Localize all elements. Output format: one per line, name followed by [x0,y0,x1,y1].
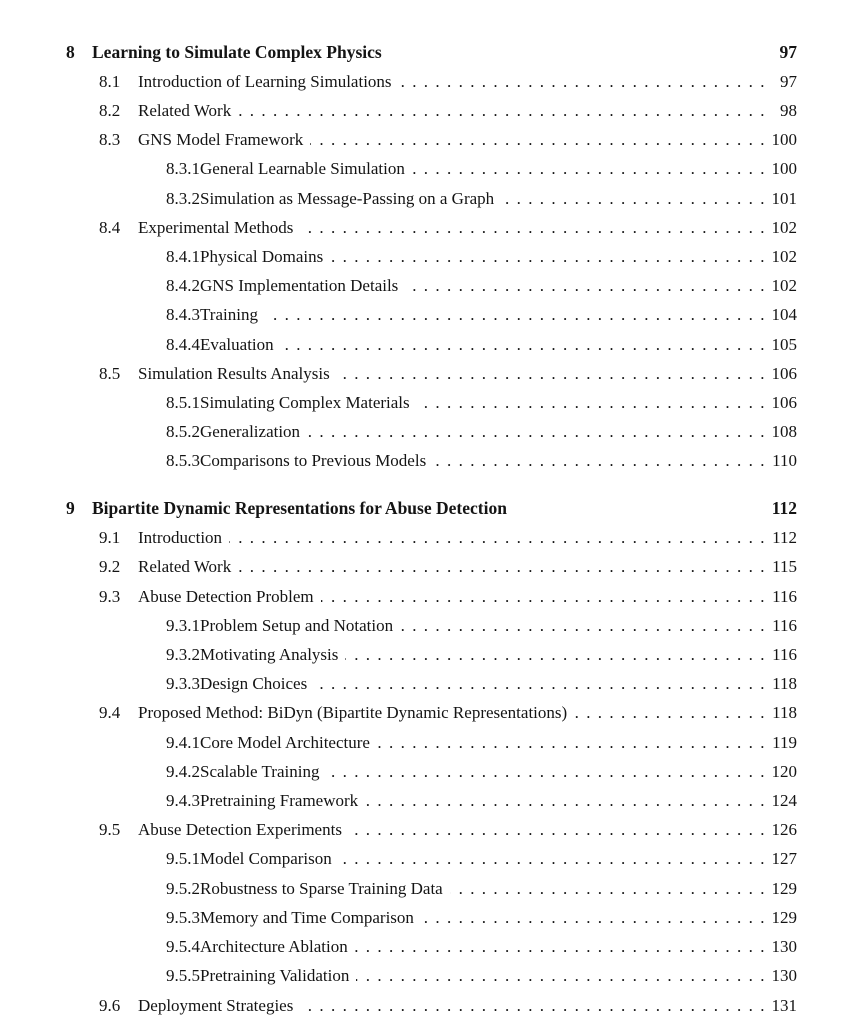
entry-title: Pretraining Framework [200,791,359,811]
entry-page: 124 [771,791,797,811]
entry-page: 116 [772,586,797,606]
entry-number: 9.5.1 [166,849,200,869]
dot-leader [400,611,766,640]
entry-page: 100 [771,130,797,150]
dot-leader [412,154,766,183]
toc-entry-8.5.1[interactable] [66,388,797,417]
dot-leader [321,582,766,611]
entry-page: 126 [771,820,797,840]
dot-leader [314,669,766,698]
entry-page: 120 [771,761,797,781]
entry-page: 112 [771,498,797,519]
dot-leader [330,242,766,271]
toc-entries [66,38,797,1020]
entry-title: Problem Setup and Notation [200,615,394,635]
entry-page: 106 [771,392,797,412]
toc-entry-9.5.2[interactable] [66,874,797,903]
entry-number: 8.4.4 [166,334,200,354]
entry-page: 105 [771,334,797,354]
toc-entry-8.3.1[interactable] [66,154,797,183]
dot-leader [365,786,766,815]
toc-entry-8.2[interactable] [66,96,797,125]
entry-number: 8.2 [99,100,121,120]
entry-page: 130 [771,937,797,957]
entry-page: 106 [771,363,797,383]
dot-leader [281,330,766,359]
toc-entry-8.4.3[interactable] [66,300,797,329]
entry-title: Core Model Architecture [200,732,370,752]
dot-leader [300,213,766,242]
toc-entry-9.2[interactable] [66,552,797,581]
toc-entry-8.4.4[interactable] [66,330,797,359]
entry-page: 131 [771,995,797,1015]
entry-page: 116 [772,645,797,665]
entry-page: 116 [772,615,797,635]
entry-title: Related Work [138,557,232,577]
entry-title: Deployment Strategies [138,995,294,1015]
entry-number: 8.4.2 [166,276,200,296]
toc-entry-9.3[interactable] [66,582,797,611]
entry-page: 130 [771,966,797,986]
dot-leader [238,96,766,125]
toc-entry-9.4.3[interactable] [66,786,797,815]
dot-leader [265,300,766,329]
dot-leader [345,640,766,669]
entry-number: 9.3.2 [166,645,200,665]
toc-entry-9.1[interactable] [66,523,797,552]
entry-page: 101 [771,188,797,208]
toc-entry-9.6[interactable] [66,991,797,1020]
dot-leader [229,523,766,552]
dot-leader [238,552,766,581]
dot-leader [421,903,766,932]
entry-number: 8.5.3 [166,451,200,471]
toc-entry-9.5[interactable] [66,815,797,844]
entry-number: 8.4.1 [166,246,200,266]
dot-leader [417,388,766,417]
entry-number: 9.1 [99,528,121,548]
entry-title: Model Comparison [200,849,332,869]
dot-leader [339,844,766,873]
entry-title: Generalization [200,422,301,442]
entry-number: 8 [66,41,75,62]
dot-leader [574,698,766,727]
entry-title: Architecture Ablation [200,937,348,957]
entry-page: 100 [771,159,797,179]
entry-page: 119 [772,732,797,752]
dot-leader [399,67,766,96]
entry-title: Introduction [138,528,223,548]
toc-entry-9.4[interactable] [66,698,797,727]
dot-leader [326,757,766,786]
entry-number: 8.5 [99,363,121,383]
entry-title: Memory and Time Comparison [200,907,414,927]
entry-number: 8.4.3 [166,305,200,325]
entry-number: 9.5.2 [166,878,200,898]
entry-title: Bipartite Dynamic Representations for Abuse Detection [92,498,507,519]
dot-leader [310,125,766,154]
dot-leader [433,446,766,475]
entry-page: 108 [771,422,797,442]
entry-title: Learning to Simulate Complex Physics [92,41,382,62]
entry-page: 118 [772,703,797,723]
toc-entry-8.5[interactable] [66,359,797,388]
entry-page: 127 [771,849,797,869]
toc-entry-9.3.1[interactable] [66,611,797,640]
entry-page: 102 [771,246,797,266]
dot-leader [356,961,766,990]
entry-number: 8.1 [99,71,121,91]
toc-entry-8.3.2[interactable] [66,184,797,213]
entry-number: 8.3.2 [166,188,200,208]
entry-title: Simulation as Message-Passing on a Graph [200,188,495,208]
toc-entry-8.5.2[interactable] [66,417,797,446]
entry-number: 9.6 [99,995,121,1015]
entry-title: Robustness to Sparse Training Data [200,878,443,898]
toc-entry-8.4[interactable] [66,213,797,242]
entry-number: 9.5 [99,820,121,840]
entry-number: 9.2 [99,557,121,577]
entry-title: Simulating Complex Materials [200,392,410,412]
dot-leader [377,728,766,757]
entry-title: Related Work [138,100,232,120]
entry-number: 9.4.1 [166,732,200,752]
toc-entry-8.5.3[interactable] [66,446,797,475]
toc-entry-9.4.1[interactable] [66,728,797,757]
entry-page: 129 [771,907,797,927]
entry-title: Experimental Methods [138,217,294,237]
toc-entry-9.5.4[interactable] [66,932,797,961]
entry-title: Scalable Training [200,761,320,781]
toc-entry-8[interactable] [66,38,797,67]
entry-page: 112 [772,528,797,548]
entry-title: Physical Domains [200,246,324,266]
entry-number: 8.5.2 [166,422,200,442]
dot-leader [355,932,766,961]
entry-page: 110 [772,451,797,471]
entry-title: Comparisons to Previous Models [200,451,427,471]
entry-page: 102 [771,217,797,237]
entry-title: Pretraining Validation [200,966,350,986]
entry-number: 9.5.3 [166,907,200,927]
entry-page: 118 [772,674,797,694]
toc-entry-9[interactable] [66,494,797,523]
toc-entry-9.5.3[interactable] [66,903,797,932]
entry-number: 8.4 [99,217,121,237]
entry-page: 129 [771,878,797,898]
entry-page: 97 [780,71,797,91]
entry-number: 8.3 [99,130,121,150]
entry-title: Training [200,305,258,325]
toc-entry-9.5.1[interactable] [66,844,797,873]
entry-page: 98 [780,100,797,120]
entry-title: General Learnable Simulation [200,159,405,179]
toc-entry-9.4.2[interactable] [66,757,797,786]
entry-page: 102 [771,276,797,296]
entry-page: 104 [771,305,797,325]
entry-number: 9.4.3 [166,791,200,811]
entry-title: Introduction of Learning Simulations [138,71,392,91]
entry-number: 9.3.3 [166,674,200,694]
dot-leader [307,417,766,446]
toc-entry-8.3[interactable] [66,125,797,154]
entry-page: 97 [779,41,797,62]
dot-leader [337,359,766,388]
entry-title: Proposed Method: BiDyn (Bipartite Dynamic Representations) [138,703,568,723]
toc-entry-8.4.2[interactable] [66,271,797,300]
entry-number: 8.5.1 [166,392,200,412]
entry-title: GNS Implementation Details [200,276,399,296]
entry-title: Motivating Analysis [200,645,339,665]
entry-number: 9.5.4 [166,937,200,957]
dot-leader [501,184,766,213]
toc-entry-8.1[interactable] [66,67,797,96]
entry-number: 9.4.2 [166,761,200,781]
entry-title: GNS Model Framework [138,130,304,150]
dot-leader [450,874,766,903]
entry-title: Abuse Detection Problem [138,586,314,606]
entry-number: 8.3.1 [166,159,200,179]
dot-leader [405,271,766,300]
entry-number: 9.3 [99,586,121,606]
entry-number: 9.4 [99,703,121,723]
entry-title: Abuse Detection Experiments [138,820,342,840]
toc-entry-9.3.3[interactable] [66,669,797,698]
entry-number: 9.3.1 [166,615,200,635]
entry-page: 115 [772,557,797,577]
entry-title: Evaluation [200,334,274,354]
entry-number: 9.5.5 [166,966,200,986]
toc-entry-8.4.1[interactable] [66,242,797,271]
dot-leader [300,991,766,1020]
toc-entry-9.3.2[interactable] [66,640,797,669]
entry-title: Design Choices [200,674,308,694]
entry-title: Simulation Results Analysis [138,363,330,383]
entry-number: 9 [66,498,75,519]
toc-entry-9.5.5[interactable] [66,961,797,990]
dot-leader [349,815,766,844]
